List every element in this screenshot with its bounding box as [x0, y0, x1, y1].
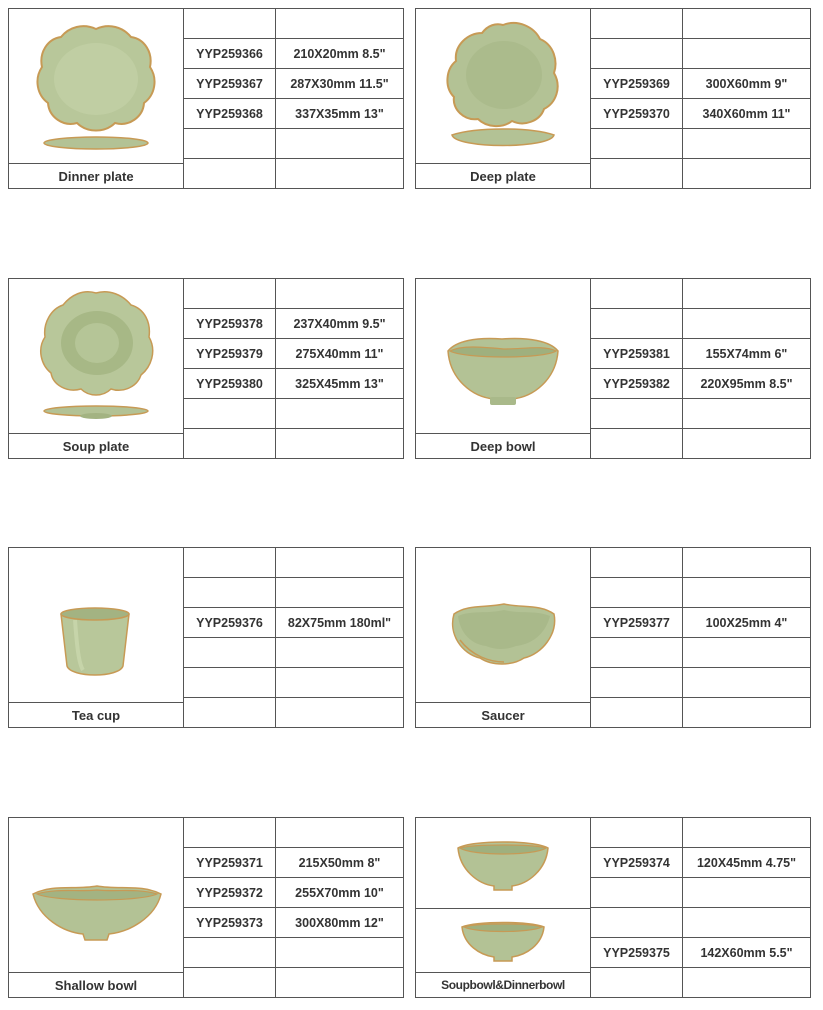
spec-row	[591, 369, 810, 399]
spec-row	[184, 129, 403, 159]
shallow-bowl-image	[9, 818, 184, 972]
spec-row	[184, 698, 403, 727]
spec-row	[591, 39, 810, 69]
item-code	[184, 578, 276, 607]
item-code: YYP259377	[591, 608, 683, 637]
spec-rows	[184, 548, 403, 727]
item-size	[683, 818, 810, 847]
item-size	[683, 9, 810, 38]
deep-plate-image	[416, 9, 591, 163]
spec-row	[591, 638, 810, 668]
spec-row	[591, 69, 810, 99]
spec-row	[591, 848, 810, 878]
item-code	[184, 668, 276, 697]
item-code	[591, 578, 683, 607]
item-size	[276, 698, 403, 727]
item-code	[591, 279, 683, 308]
item-code	[591, 399, 683, 428]
item-code: YYP259376	[184, 608, 276, 637]
spec-row	[184, 9, 403, 39]
item-size	[276, 429, 403, 458]
item-code: YYP259375	[591, 938, 683, 967]
spec-row	[591, 279, 810, 309]
item-code: YYP259366	[184, 39, 276, 68]
item-code	[591, 429, 683, 458]
item-size: 215X50mm 8"	[298, 855, 381, 870]
soup-bowl-image	[416, 818, 591, 909]
spec-row	[184, 548, 403, 578]
item-size	[276, 638, 403, 667]
spec-row	[184, 818, 403, 848]
item-code	[184, 638, 276, 667]
item-size: 287X30mm 11.5"	[290, 76, 389, 91]
spec-row	[184, 908, 403, 938]
spec-row	[184, 39, 403, 69]
spec-row	[184, 578, 403, 608]
item-code	[184, 9, 276, 38]
item-code	[184, 399, 276, 428]
spec-row	[184, 638, 403, 668]
item-code: YYP259381	[591, 339, 683, 368]
item-code	[184, 279, 276, 308]
spec-row	[184, 878, 403, 908]
product-name: Deep bowl	[416, 433, 591, 458]
item-code: YYP259367	[184, 69, 276, 98]
spec-row	[591, 99, 810, 129]
spec-row	[591, 878, 810, 908]
item-code: YYP259373	[184, 908, 276, 937]
product-name: Tea cup	[9, 702, 184, 727]
item-size	[683, 698, 810, 727]
spec-row	[591, 908, 810, 938]
item-size	[683, 668, 810, 697]
spec-row	[591, 698, 810, 727]
item-code	[591, 878, 683, 907]
product-block-shallow-bowl	[8, 817, 404, 998]
item-size: 337X35mm 13"	[295, 106, 384, 121]
item-size: 300X80mm 12"	[295, 915, 384, 930]
item-size	[683, 638, 810, 667]
item-size	[276, 548, 403, 577]
item-size	[683, 578, 810, 607]
product-block-tea-cup	[8, 547, 404, 728]
item-code	[184, 548, 276, 577]
item-size	[683, 878, 810, 907]
item-code	[184, 429, 276, 458]
spec-row	[184, 309, 403, 339]
item-code: YYP259378	[184, 309, 276, 338]
item-code	[591, 668, 683, 697]
item-size	[276, 818, 403, 847]
product-block-soup-dinner-bowl	[415, 817, 811, 998]
spec-row	[591, 548, 810, 578]
item-size: 237X40mm 9.5"	[293, 316, 386, 331]
spec-row	[184, 369, 403, 399]
item-code	[591, 159, 683, 188]
item-size: 142X60mm 5.5"	[700, 945, 793, 960]
spec-rows	[591, 818, 810, 997]
spec-row	[184, 399, 403, 429]
item-code: YYP259372	[184, 878, 276, 907]
spec-row	[184, 99, 403, 129]
spec-row	[591, 578, 810, 608]
item-code	[591, 309, 683, 338]
item-size	[276, 279, 403, 308]
spec-row	[591, 9, 810, 39]
item-size: 100X25mm 4"	[705, 615, 788, 630]
spec-row	[591, 399, 810, 429]
item-code	[591, 9, 683, 38]
spec-rows	[591, 9, 810, 188]
item-size: 325X45mm 13"	[295, 376, 384, 391]
item-code	[184, 159, 276, 188]
item-size	[276, 129, 403, 158]
item-size	[276, 578, 403, 607]
item-size: 155X74mm 6"	[705, 346, 788, 361]
product-block-deep-bowl	[415, 278, 811, 459]
tea-cup-image	[9, 548, 184, 702]
item-code: YYP259374	[591, 848, 683, 877]
item-size	[683, 399, 810, 428]
item-code	[591, 818, 683, 847]
item-size	[276, 938, 403, 967]
item-code	[591, 908, 683, 937]
item-code	[184, 818, 276, 847]
item-code	[591, 129, 683, 158]
item-code	[184, 698, 276, 727]
item-size: 255X70mm 10"	[295, 885, 384, 900]
spec-row	[184, 968, 403, 997]
item-code: YYP259382	[591, 369, 683, 398]
item-size: 120X45mm 4.75"	[696, 855, 797, 870]
item-size	[276, 159, 403, 188]
item-code: YYP259371	[184, 848, 276, 877]
spec-row	[184, 668, 403, 698]
saucer-image	[416, 548, 591, 702]
spec-row	[591, 129, 810, 159]
item-size	[683, 129, 810, 158]
spec-row	[184, 848, 403, 878]
product-name: Soup plate	[9, 433, 184, 458]
item-code	[591, 39, 683, 68]
spec-row	[591, 159, 810, 188]
item-code: YYP259370	[591, 99, 683, 128]
deep-bowl-image	[416, 279, 591, 433]
spec-row	[591, 938, 810, 968]
product-block-soup-plate	[8, 278, 404, 459]
item-code: YYP259368	[184, 99, 276, 128]
soup-plate-image	[9, 279, 184, 433]
spec-row	[184, 69, 403, 99]
spec-row	[184, 339, 403, 369]
item-size: 220X95mm 8.5"	[700, 376, 793, 391]
product-name: Dinner plate	[9, 163, 184, 188]
item-code: YYP259369	[591, 69, 683, 98]
spec-row	[591, 608, 810, 638]
spec-row	[184, 159, 403, 188]
product-block-deep-plate	[415, 8, 811, 189]
item-code	[591, 698, 683, 727]
spec-row	[184, 279, 403, 309]
item-size	[683, 968, 810, 997]
spec-row	[591, 429, 810, 458]
dinner-bowl-image	[416, 909, 591, 972]
product-block-saucer	[415, 547, 811, 728]
product-name: Shallow bowl	[9, 972, 184, 997]
spec-rows	[591, 548, 810, 727]
product-name: Soupbowl&Dinnerbowl	[416, 972, 591, 997]
item-code	[184, 938, 276, 967]
item-size	[683, 908, 810, 937]
item-size	[276, 399, 403, 428]
spec-rows	[591, 279, 810, 458]
spec-row	[591, 339, 810, 369]
spec-row	[184, 938, 403, 968]
spec-rows	[184, 9, 403, 188]
item-size	[276, 968, 403, 997]
spec-row	[591, 668, 810, 698]
item-size	[276, 668, 403, 697]
item-size: 300X60mm 9"	[705, 76, 788, 91]
spec-row	[184, 608, 403, 638]
item-size	[683, 429, 810, 458]
spec-rows	[184, 279, 403, 458]
item-size: 210X20mm 8.5"	[293, 46, 386, 61]
item-code	[591, 548, 683, 577]
item-size: 82X75mm 180ml"	[287, 615, 392, 630]
product-name: Saucer	[416, 702, 591, 727]
item-size	[683, 548, 810, 577]
spec-row	[591, 968, 810, 997]
spec-row	[591, 818, 810, 848]
item-size	[683, 159, 810, 188]
dinner-plate-image	[9, 9, 184, 163]
product-block-dinner-plate	[8, 8, 404, 189]
item-size	[276, 9, 403, 38]
item-code	[591, 968, 683, 997]
item-code: YYP259380	[184, 369, 276, 398]
item-code: YYP259379	[184, 339, 276, 368]
item-size	[683, 39, 810, 68]
product-name: Deep plate	[416, 163, 591, 188]
item-code	[184, 968, 276, 997]
item-code	[184, 129, 276, 158]
item-size	[683, 279, 810, 308]
item-size: 340X60mm 11"	[702, 106, 791, 121]
item-size	[683, 309, 810, 338]
spec-row	[184, 429, 403, 458]
spec-rows	[184, 818, 403, 997]
item-size: 275X40mm 11"	[295, 346, 384, 361]
spec-row	[591, 309, 810, 339]
item-code	[591, 638, 683, 667]
